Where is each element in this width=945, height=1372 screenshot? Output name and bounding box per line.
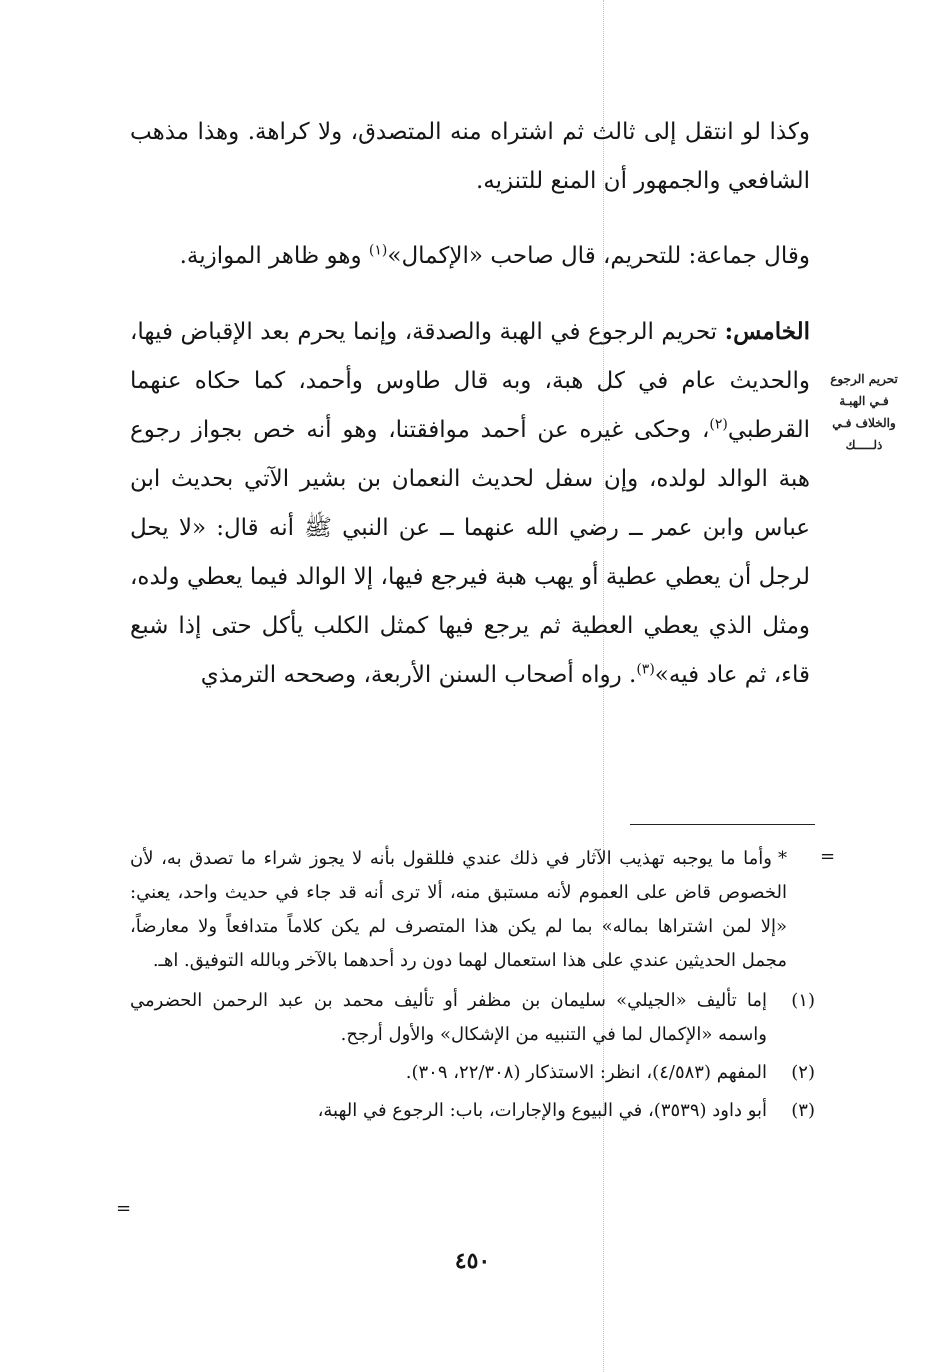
continuation-mark-bottom: = (116, 1198, 132, 1219)
footnote-ref-3[interactable]: (٣) (636, 661, 655, 678)
footnote-item (130, 984, 815, 1052)
footnote-text: أبو داود (٣٥٣٩)، في البيوع والإجارات، باب: الرجوع في الهبة، (317, 1100, 767, 1121)
paragraph-3-text-1: تحريم الرجوع في الهبة والصدقة، وإنما يحرم بعد الإقباض فيها، والحديث عام في كل هبة، وبه قال طاوس وأحمد، كما حكاه عنهما القرطبي (130, 319, 810, 443)
paragraph-3-text-3: . رواه أصحاب السنن الأربعة، وصححه الترمذي (200, 662, 637, 688)
paragraph-2-end: وهو ظاهر الموازية. (179, 243, 369, 269)
footnote-number: (٣) (791, 1100, 815, 1121)
footnote-ref-2[interactable]: (٢) (709, 416, 728, 433)
footnote-star: * (778, 848, 787, 869)
continuation-mark-top: = (820, 846, 836, 867)
footnote-text: المفهم (٤/٥٨٣)، انظر: الاستذكار (٢٢/٣٠٨، ٣٠٩). (405, 1062, 767, 1083)
section-lead: الخامس: (724, 318, 810, 345)
footnote-continuation (130, 842, 815, 978)
margin-heading-line: تحريم الرجوع (830, 372, 898, 386)
page-number: ٤٥٠ (454, 1248, 491, 1274)
footnote-text: إما تأليف «الجيلي» سليمان بن مظفر أو تأليف محمد بن عبد الرحمن الحضرمي واسمه «الإكمال لما في التنبيه من الإشكال» والأول أرجح. (130, 990, 767, 1045)
footnote-item (130, 1056, 815, 1090)
footnote-number: (٢) (791, 1062, 815, 1083)
footnote-item (130, 1094, 815, 1128)
paragraph-3-text-2: ، وحكى غيره عن أحمد موافقتنا، وهو أنه خص بجواز رجوع هبة الوالد لولده، وإن سفل لحديث النعمان بن بشير الآتي بحديث ابن عباس وابن عمر ــ رضي الله عنهما ــ عن النبي ﷺ أنه قال: «لا يحل لرجل أن يعطي عطية أو يهب هبة فيرجع فيها، إلا الوالد فيما يعطي ولده، ومثل الذي يعطي العطية ثم يرجع فيها كمثل الكلب يأكل حتى إذا شبع قاء، ثم عاد فيه» (130, 417, 810, 688)
footnote-ref-1[interactable]: (١) (368, 242, 388, 259)
paragraph-2 (130, 232, 810, 281)
margin-heading-line: والخلاف فـي (832, 416, 896, 430)
footnotes (130, 842, 815, 1132)
paragraph-1: وكذا لو انتقل إلى ثالث ثم اشتراه منه المتصدق، ولا كراهة. وهذا مذهب الشافعي والجمهور أن المنع للتنزيه. (130, 119, 810, 194)
margin-heading (820, 368, 908, 456)
main-text (130, 108, 810, 700)
margin-heading-line: فـي الهبـة (839, 394, 889, 408)
footnote-number: (١) (791, 990, 815, 1011)
margin-heading-line: ذلـــــك (845, 438, 883, 452)
footnote-continuation-text: وأما ما يوجبه تهذيب الآثار في ذلك عندي فللقول بأنه لا يجوز شراء ما تصدق به، لأن الخصوص قاض على العموم لأنه مستبق منه، ألا ترى أنه قد جاء في حديث واحد، يعني: «إلا لمن اشتراها بماله» بما لم يكن هذا المتصرف لم يكن كلاماً متدافعاً ولا معارضاً، مجمل الحديثين عندي على هذا استعمال لهما دون رد أحدهما بالآخر وبالله التوفيق. اهـ. (130, 848, 787, 971)
footnote-separator (630, 824, 815, 825)
paragraph-2-text: وقال جماعة: للتحريم، قال صاحب «الإكمال» (387, 243, 810, 269)
paragraph-3 (130, 307, 810, 700)
